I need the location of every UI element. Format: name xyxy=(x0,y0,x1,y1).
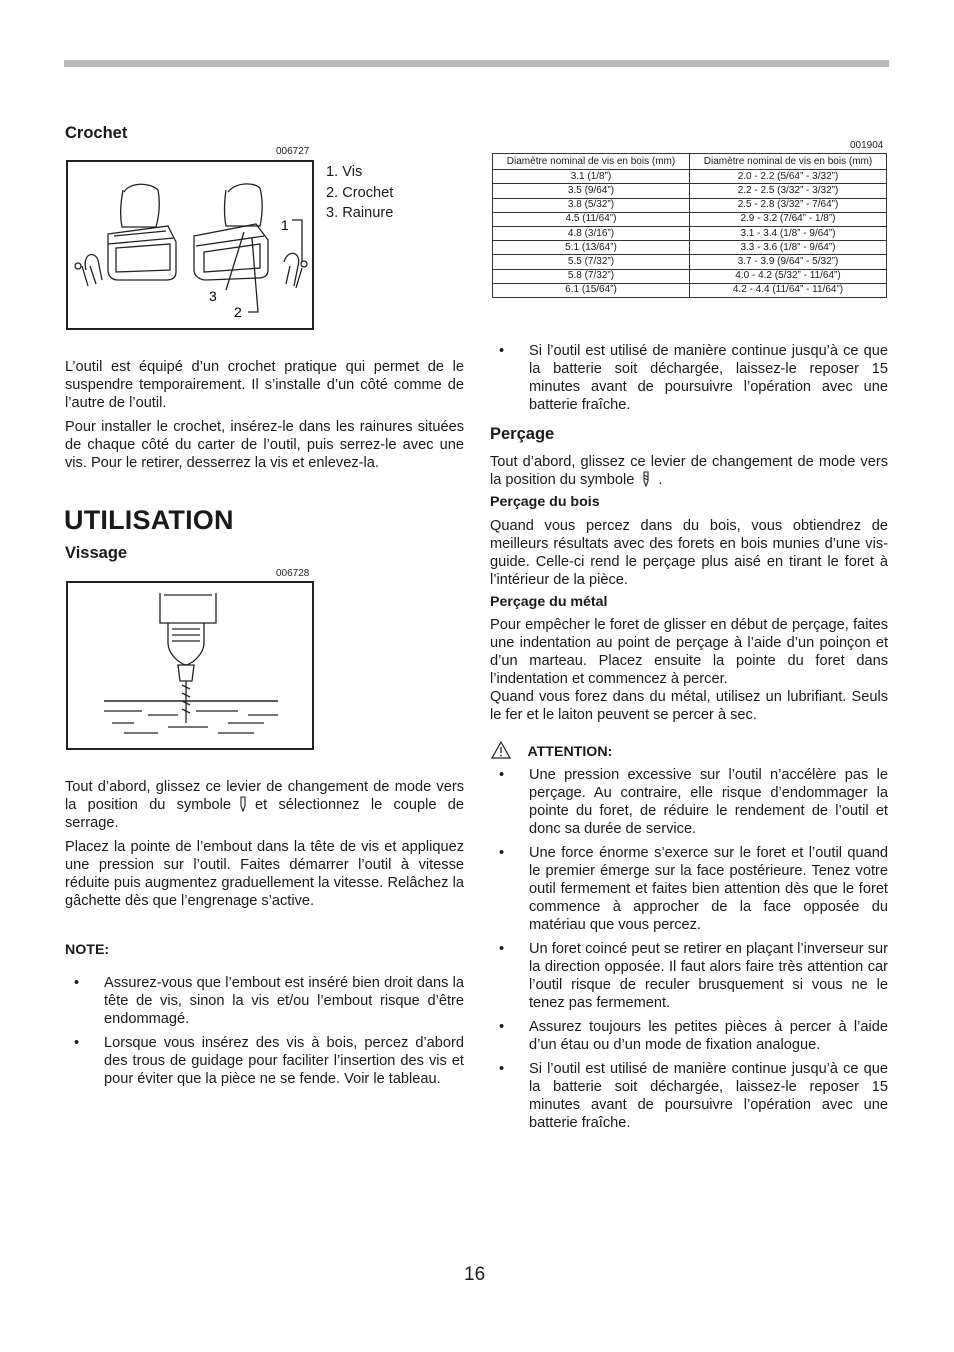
text: . xyxy=(658,472,663,488)
table-cell: 5.8 (7/32”) xyxy=(493,269,690,283)
attention-label: ATTENTION: xyxy=(527,744,613,760)
paragraph: Placez la pointe de l’embout dans la tête de vis et appliquez une pression sur l’outil. Faites démarrer l’outil à vitesse réduite puis augmentez graduellement la vitesse. Relâchez la gâchette dès que l’engrenage s’active. xyxy=(65,839,464,909)
vissage-figure-code: 006728 xyxy=(276,568,310,579)
table-header: Diamètre nominal de vis en bois (mm) xyxy=(493,154,690,170)
list-item: • Lorsque vous insérez des vis à bois, percez d’abord des trous de guidage pour faciliter l’insertion des vis et pour éviter que la pièce ne se fende. Voir le tableau. xyxy=(65,1034,464,1088)
screwdriving-illustration xyxy=(68,583,312,748)
table-row xyxy=(493,241,887,255)
legend-item: 3. Rainure xyxy=(326,205,394,221)
legend-item: 2. Crochet xyxy=(326,184,394,201)
bois-heading: Perçage du bois xyxy=(490,494,600,510)
table-row xyxy=(493,198,887,212)
paragraph: Pour installer le crochet, insérez-le dans les rainures situées de chaque côté du carter de l’outil, puis serrez-le avec une vis. Pour le retirer, desserrez la vis et enlevez-la. xyxy=(65,419,464,471)
table-cell: 5.5 (7/32”) xyxy=(493,255,690,269)
list-item: • Si l’outil est utilisé de manière continue jusqu’à ce que la batterie soit déchargée, laissez-le reposer 15 minutes avant de poursuivre l’opération avec une batterie fraîche. xyxy=(490,1060,888,1132)
table-cell: 5.1 (13/64”) xyxy=(493,241,690,255)
attention-list xyxy=(490,766,888,1138)
percage-text xyxy=(490,453,888,495)
text: Tout d’abord, glissez ce levier de changement de mode vers la position du symbole xyxy=(65,779,464,813)
crochet-figure xyxy=(66,160,314,330)
table-cell: 4.2 - 4.4 (11/64” - 11/64”) xyxy=(690,283,887,297)
text: et sélectionnez le couple de serrage. xyxy=(65,797,464,831)
table-cell: 3.8 (5/32”) xyxy=(493,198,690,212)
percage-intro xyxy=(490,453,888,489)
list-item: • Assurez toujours les petites pièces à percer à l’aide d’un étau ou d’un mode de fixation analogue. xyxy=(490,1018,888,1054)
header-rule xyxy=(64,60,889,67)
vissage-heading: Vissage xyxy=(65,544,128,562)
hook-illustration xyxy=(68,162,312,328)
table-cell: 3.1 (1/8”) xyxy=(493,170,690,184)
table-cell: 2.0 - 2.2 (5/64” - 3/32”) xyxy=(690,170,887,184)
paragraph: Quand vous forez dans du métal, utilisez un lubrifiant. Seuls le fer et le laiton peuvent se percer à sec. xyxy=(490,689,888,723)
bois-text xyxy=(490,517,888,595)
table-cell: 3.5 (9/64”) xyxy=(493,184,690,198)
metal-text xyxy=(490,616,888,730)
table-cell: 2.9 - 3.2 (7/64” - 1/8”) xyxy=(690,212,887,226)
screwdriving-mode-icon xyxy=(237,796,249,812)
table-row xyxy=(493,269,887,283)
table-cell: 3.7 - 3.9 (9/64” - 5/32”) xyxy=(690,255,887,269)
vissage-text xyxy=(65,778,464,916)
callout-2: 2 xyxy=(234,304,242,320)
note-list xyxy=(65,974,464,1094)
table-code: 001904 xyxy=(850,140,884,151)
table-row xyxy=(493,212,887,226)
list-item: • Un foret coincé peut se retirer en plaçant l’inverseur sur la direction opposée. Il faut alors faire très attention car l’outil risque de reculer brusquement si vous ne le tenez pas fermement. xyxy=(490,940,888,1012)
list-item: • Si l’outil est utilisé de manière continue jusqu’à ce que la batterie soit déchargée, laissez-le reposer 15 minutes avant de poursuivre l’opération avec une batterie fraîche. xyxy=(490,342,888,414)
crochet-text xyxy=(65,358,464,478)
table-cell: 4.0 - 4.2 (5/32” - 11/64”) xyxy=(690,269,887,283)
table-cell: 3.3 - 3.6 (1/8” - 9/64”) xyxy=(690,241,887,255)
table-cell: 2.5 - 2.8 (3/32” - 7/64”) xyxy=(690,198,887,212)
table-row xyxy=(493,184,887,198)
percage-heading: Perçage xyxy=(490,425,555,443)
table-cell: 4.8 (3/16”) xyxy=(493,226,690,240)
page-number: 16 xyxy=(464,1264,486,1285)
note-label: NOTE: xyxy=(65,942,110,958)
vissage-figure xyxy=(66,581,314,750)
table-cell: 6.1 (15/64”) xyxy=(493,283,690,297)
crochet-legend xyxy=(326,162,393,224)
legend-item: 1. Vis xyxy=(326,164,363,180)
callout-1: 1 xyxy=(281,217,289,233)
right-top-bullet xyxy=(490,342,888,420)
attention-row xyxy=(491,741,612,761)
table-cell: 2.2 - 2.5 (3/32” - 3/32”) xyxy=(690,184,887,198)
paragraph: Quand vous percez dans du bois, vous obtiendrez de meilleurs résultats avec des forets en bois munies d’une vis-guide. Celle-ci rend le perçage plus aisé en tirant le foret à l’intérieur de la pièce. xyxy=(490,518,888,588)
table-row xyxy=(493,283,887,297)
metal-heading: Perçage du métal xyxy=(490,594,608,610)
crochet-figure-code: 006727 xyxy=(276,146,310,157)
text: Tout d’abord, glissez ce levier de changement de mode vers la position du symbole xyxy=(490,454,888,488)
warning-icon xyxy=(491,741,515,759)
drilling-mode-icon xyxy=(640,471,652,487)
table-row xyxy=(493,170,887,184)
callout-3: 3 xyxy=(209,288,217,304)
list-item: • Une pression excessive sur l’outil n’accélère pas le perçage. Au contraire, elle risque d’endommager la pointe du foret, de réduire le rendement de l’outil et donc sa durée de service. xyxy=(490,766,888,838)
table-row xyxy=(493,255,887,269)
screw-table xyxy=(492,153,887,298)
table-header: Diamètre nominal de vis en bois (mm) xyxy=(690,154,887,170)
table-cell: 3.1 - 3.4 (1/8” - 9/64”) xyxy=(690,226,887,240)
paragraph: Pour empêcher le foret de glisser en début de perçage, faites une indentation au point de perçage à l’aide d’un poinçon et d’un marteau. Placez ensuite la pointe du foret dans l’indentation et commencez à percer. xyxy=(490,617,888,687)
vissage-paragraph-1 xyxy=(65,778,464,832)
table-row xyxy=(493,226,887,240)
table-header-row xyxy=(493,154,887,170)
paragraph: L’outil est équipé d’un crochet pratique qui permet de le suspendre temporairement. Il s’installe d’un côté comme de l’autre de l’outil. xyxy=(65,359,464,411)
list-item: • Une force énorme s’exerce sur le foret et l’outil quand le premier émerge sur la face postérieure. Tenez votre outil fermement et faites bien attention dès que le foret commence à approcher de la face opposée du matériau que vous percez. xyxy=(490,844,888,934)
section-title: UTILISATION xyxy=(64,505,234,535)
table-cell: 4.5 (11/64”) xyxy=(493,212,690,226)
list-item: • Assurez-vous que l’embout est inséré bien droit dans la tête de vis, sinon la vis et/ou l’embout risque d’être endommagé. xyxy=(65,974,464,1028)
crochet-heading: Crochet xyxy=(65,124,128,142)
